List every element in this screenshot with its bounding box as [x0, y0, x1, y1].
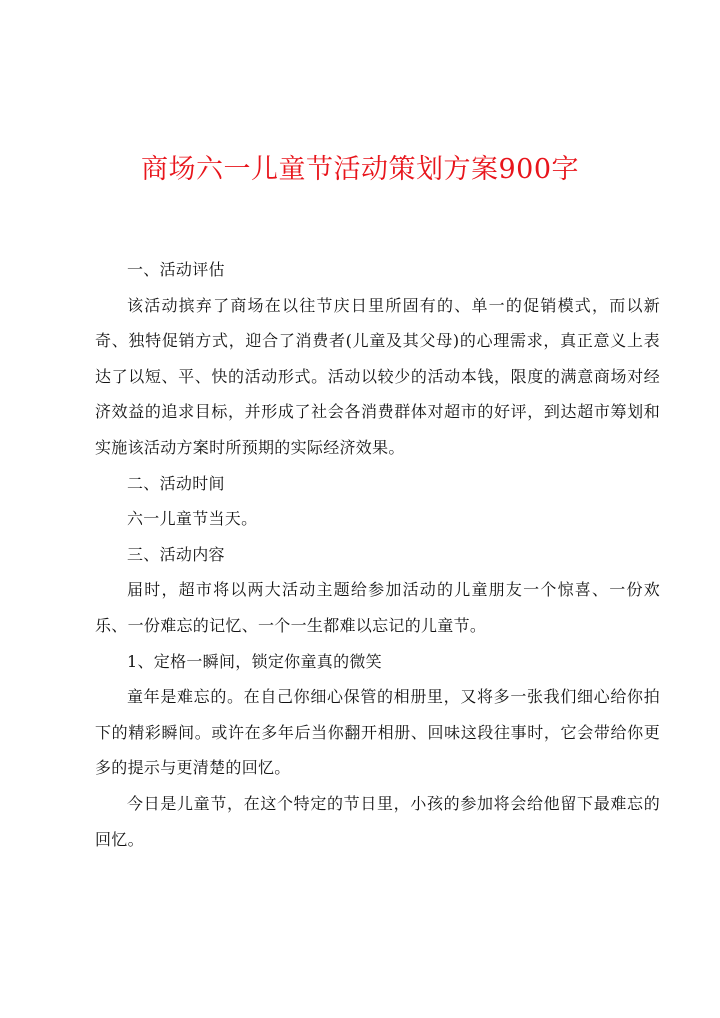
document-title: 商场六一儿童节活动策划方案900字	[140, 154, 580, 185]
document-body	[95, 252, 660, 857]
paragraph-time: 六一儿童节当天。	[127, 509, 258, 529]
section-heading-time: 二、活动时间	[127, 473, 225, 493]
paragraph-content: 届时，超市将以两大活动主题给参加活动的儿童朋友一个惊喜、一份欢乐、一份难忘的记忆、一个一生都难以忘记的儿童节。	[95, 580, 660, 635]
section-heading-content: 三、活动内容	[127, 544, 225, 564]
section-heading-evaluation: 一、活动评估	[127, 260, 225, 279]
subsection-heading-photo: 1、定格一瞬间，锁定你童真的微笑	[127, 651, 382, 671]
paragraph-photo: 童年是难忘的。在自己你细心保管的相册里，又将多一张我们细心给你拍下的精彩瞬间。或许在多年后当你翻开相册、回味这段往事时，它会带给你更多的提示与更清楚的回忆。	[95, 687, 660, 778]
paragraph-evaluation: 该活动摈弃了商场在以往节庆日里所固有的、单一的促销模式，而以新奇、独特促销方式，迎合了消费者(儿童及其父母)的心理需求，真正意义上表达了以短、平、快的活动形式。活动以较少的活动本钱，限度的满意商场对经济效益的追求目标，并形成了社会各消费群体对超市的好评，到达超市筹划和实施该活动方案时所预期的实际经济效果。	[95, 295, 660, 457]
paragraph-childrens-day: 今日是儿童节，在这个特定的节日里，小孩的参加将会给他留下最难忘的回忆。	[95, 793, 660, 849]
